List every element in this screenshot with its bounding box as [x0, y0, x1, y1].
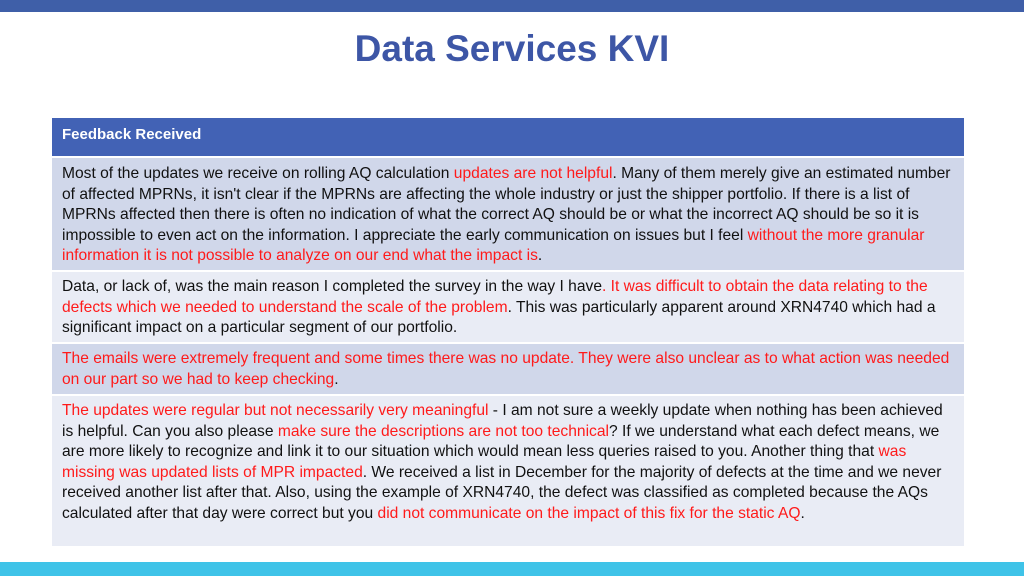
- highlighted-feedback-text: make sure the descriptions are not too technical: [277, 422, 609, 440]
- feedback-text: .: [800, 504, 805, 522]
- feedback-row: [52, 344, 964, 396]
- feedback-table: [52, 118, 964, 548]
- highlighted-feedback-text: was missing was updated lists of MPR impacted: [62, 443, 907, 481]
- highlighted-feedback-text: without the more granular information it is not possible to analyze on our end what the impact is: [62, 226, 925, 265]
- highlighted-feedback-text: did not communicate on the impact of this fix for the static AQ: [377, 504, 801, 522]
- top-accent-bar: [0, 0, 1024, 12]
- feedback-row: [52, 396, 964, 548]
- feedback-row: [52, 158, 964, 272]
- feedback-text: Data, or lack of, was the main reason I completed the survey in the way I have: [62, 278, 602, 295]
- feedback-text: - I am not sure a weekly update when nothing has been achieved is helpful. Can you also please: [62, 402, 943, 440]
- feedback-text: .: [334, 370, 339, 388]
- feedback-text: Most of the updates we receive on rolling AQ calculation: [62, 165, 454, 182]
- highlighted-feedback-text: . It was difficult to obtain the data relating to the defects which we needed to understand the scale of the problem: [62, 278, 928, 316]
- highlighted-feedback-text: updates are not helpful: [453, 165, 613, 182]
- feedback-text: . Many of them merely give an estimated number of affected MPRNs, it isn't clear if the MPRNs are affecting the whole industry or just the shipper portfolio. If there is a list of MPRNs affected then there is often no indication of what the correct AQ should be or what the incorrect AQ should be so it is impossible to even act on the information. I appreciate the early communication on issues but I feel: [62, 165, 951, 244]
- feedback-text: . We received a list in December for the majority of defects at the time and we never received another list after that. Also, using the example of XRN4740, the defect was classified as completed because the AQs calculated after that day were correct but you: [62, 463, 942, 522]
- feedback-row: [52, 272, 964, 344]
- highlighted-feedback-text: The emails were extremely frequent and some times there was no update. They were also unclear as to what action was needed on our part so we had to keep checking: [62, 350, 950, 388]
- feedback-text: . This was particularly apparent around XRN4740 which had a significant impact on a particular segment of our portfolio.: [62, 298, 936, 337]
- bottom-accent-bar: [0, 562, 1024, 576]
- table-header: Feedback Received: [52, 118, 964, 158]
- feedback-text: .: [537, 247, 543, 265]
- feedback-text: ? If we understand what each defect means, we are more likely to recognize and link it to our situation which would mean less queries raised to you. Another thing that: [62, 422, 940, 461]
- highlighted-feedback-text: The updates were regular but not necessarily very meaningful: [62, 402, 489, 419]
- slide-title: Data Services KVI: [354, 28, 670, 69]
